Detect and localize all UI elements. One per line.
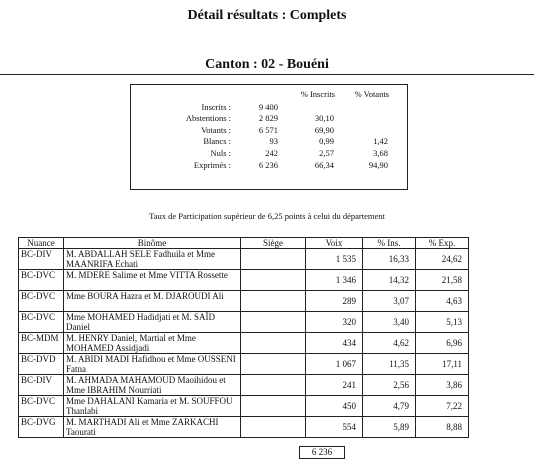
summary-value: 2 829 xyxy=(258,113,278,124)
summary-row xyxy=(131,113,390,125)
pct-ins-cell: 4,62 xyxy=(363,333,416,354)
table-row xyxy=(19,375,469,396)
table-row xyxy=(19,312,469,333)
voix-cell: 1 535 xyxy=(306,249,363,270)
summary-value: 9 400 xyxy=(258,101,278,112)
binome-cell: Mme BOURA Hazra et M. DJAROUDI Ali xyxy=(64,291,241,312)
summary-box xyxy=(130,84,408,190)
nuance-cell: BC-DVG xyxy=(19,417,64,438)
summary-pct-inscrits: 2,57 xyxy=(319,147,334,158)
table-row xyxy=(19,270,469,291)
nuance-cell: BC-MDM xyxy=(19,333,64,354)
summary-label: Nuls : xyxy=(210,147,231,158)
pct-exp-cell: 6,96 xyxy=(416,333,469,354)
siege-cell xyxy=(241,270,306,291)
siege-cell xyxy=(241,354,306,375)
pct-ins-cell: 4,79 xyxy=(363,396,416,417)
pct-exp-cell: 3,86 xyxy=(416,375,469,396)
voix-cell: 554 xyxy=(306,417,363,438)
summary-label: Blancs : xyxy=(203,136,231,147)
summary-pct-votants xyxy=(336,125,390,137)
siege-cell xyxy=(241,375,306,396)
table-row xyxy=(19,249,469,270)
participation-note: Taux de Participation supérieur de 6,25 points à celui du département xyxy=(149,211,385,221)
voix-cell: 1 067 xyxy=(306,354,363,375)
nuance-cell: BC-DVD xyxy=(19,354,64,375)
results-body xyxy=(19,249,469,438)
summary-pct-inscrits: 0,99 xyxy=(319,136,334,147)
binome-cell: M. ABIDI MADI Hafidhou et Mme OUSSENI Fatna xyxy=(64,354,241,375)
pct-ins-cell: 3,40 xyxy=(363,312,416,333)
table-row xyxy=(19,417,469,438)
summary-pct-inscrits: 66,34 xyxy=(314,159,334,170)
pct-ins-cell: 3,07 xyxy=(363,291,416,312)
nuance-cell: BC-DVC xyxy=(19,291,64,312)
nuance-cell: BC-DIV xyxy=(19,249,64,270)
summary-value: 242 xyxy=(265,147,278,158)
summary-row xyxy=(131,136,390,148)
siege-cell xyxy=(241,312,306,333)
nuance-cell: BC-DVC xyxy=(19,396,64,417)
summary-col-inscrits: % Inscrits xyxy=(300,89,335,99)
col-ins: % Ins. xyxy=(363,238,416,249)
table-row xyxy=(19,396,469,417)
pct-ins-cell: 16,33 xyxy=(363,249,416,270)
summary-value: 6 236 xyxy=(258,159,278,170)
col-exp: % Exp. xyxy=(416,238,469,249)
nuance-cell: BC-DVC xyxy=(19,270,64,291)
siege-cell xyxy=(241,417,306,438)
summary-label: Inscrits : xyxy=(201,101,231,112)
table-row xyxy=(19,291,469,312)
summary-body xyxy=(131,102,390,172)
voix-cell: 241 xyxy=(306,375,363,396)
canton-title: Canton : 02 - Bouéni xyxy=(205,57,329,72)
summary-pct-votants xyxy=(336,113,390,125)
voix-cell: 434 xyxy=(306,333,363,354)
pct-exp-cell: 21,58 xyxy=(416,270,469,291)
total-voix: 6 236 xyxy=(299,446,345,459)
results-table xyxy=(18,237,469,438)
summary-label: Votants : xyxy=(201,124,231,135)
pct-exp-cell: 5,13 xyxy=(416,312,469,333)
binome-cell: M. HENRY Daniel, Martial et Mme MOHAMED Assidjadi xyxy=(64,333,241,354)
voix-cell: 289 xyxy=(306,291,363,312)
binome-cell: M. AHMADA MAHAMOUD Maoihidou et Mme IBRAHIM Nourriati xyxy=(64,375,241,396)
summary-pct-votants: 1,42 xyxy=(373,136,388,147)
pct-exp-cell: 4,63 xyxy=(416,291,469,312)
summary-pct-inscrits: 30,10 xyxy=(314,113,334,124)
summary-value: 6 571 xyxy=(258,124,278,135)
siege-cell xyxy=(241,249,306,270)
summary-pct-inscrits xyxy=(280,102,336,114)
summary-pct-votants xyxy=(336,102,390,114)
summary-header-row xyxy=(131,88,390,102)
pct-ins-cell: 5,89 xyxy=(363,417,416,438)
summary-row xyxy=(131,102,390,114)
binome-cell: Mme DAHALANI Kamaria et M. SOUFFOU Thanlabi xyxy=(64,396,241,417)
voix-cell: 1 346 xyxy=(306,270,363,291)
results-header-row xyxy=(19,238,469,249)
col-binome: Binôme xyxy=(64,238,241,249)
pct-exp-cell: 17,11 xyxy=(416,354,469,375)
siege-cell xyxy=(241,291,306,312)
binome-cell: Mme MOHAMED Hadidjati et M. SAÏD Daniel xyxy=(64,312,241,333)
summary-label: Exprimés : xyxy=(193,159,231,170)
siege-cell xyxy=(241,396,306,417)
binome-cell: M. MDERE Salime et Mme VITTA Rossette xyxy=(64,270,241,291)
summary-label: Abstentions : xyxy=(185,113,231,124)
summary-row xyxy=(131,148,390,160)
table-row xyxy=(19,333,469,354)
summary-pct-inscrits: 69,90 xyxy=(314,124,334,135)
binome-cell: M. MARTHADI Ali et Mme ZARKACHI Taourati xyxy=(64,417,241,438)
summary-table xyxy=(131,88,390,171)
summary-col-votants: % Votants xyxy=(354,89,389,99)
pct-exp-cell: 8,88 xyxy=(416,417,469,438)
voix-cell: 450 xyxy=(306,396,363,417)
nuance-cell: BC-DIV xyxy=(19,375,64,396)
pct-exp-cell: 24,62 xyxy=(416,249,469,270)
title-divider xyxy=(0,74,534,75)
col-nuance: Nuance xyxy=(19,238,64,249)
nuance-cell: BC-DVC xyxy=(19,312,64,333)
summary-row xyxy=(131,125,390,137)
col-siege: Siège xyxy=(241,238,306,249)
binome-cell: M. ABDALLAH SELE Fadhuila et Mme MAANRIFA Echati xyxy=(64,249,241,270)
summary-value: 93 xyxy=(269,136,278,147)
voix-cell: 320 xyxy=(306,312,363,333)
pct-ins-cell: 2,56 xyxy=(363,375,416,396)
siege-cell xyxy=(241,333,306,354)
pct-ins-cell: 14,32 xyxy=(363,270,416,291)
pct-ins-cell: 11,35 xyxy=(363,354,416,375)
col-voix: Voix xyxy=(306,238,363,249)
summary-row xyxy=(131,160,390,172)
summary-pct-votants: 94,90 xyxy=(368,159,388,170)
summary-pct-votants: 3,68 xyxy=(373,147,388,158)
page-title: Détail résultats : Complets xyxy=(187,8,347,23)
pct-exp-cell: 7,22 xyxy=(416,396,469,417)
table-row xyxy=(19,354,469,375)
